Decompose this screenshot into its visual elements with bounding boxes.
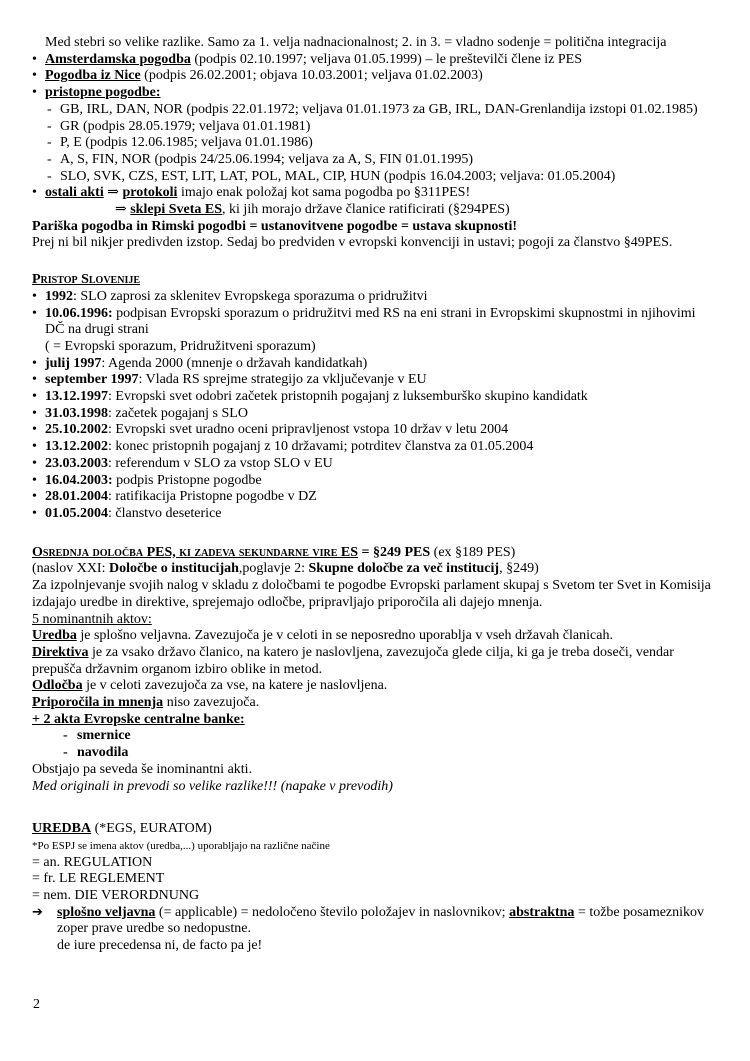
text-run: niso zavezujoča. <box>163 695 260 711</box>
text-run: P, E (podpis 12.06.1985; veljava 01.01.1986) <box>60 135 313 151</box>
bullet-item <box>32 289 716 306</box>
text-run: : začetek pogajanj s SLO <box>108 405 248 421</box>
bullet-item <box>32 372 716 389</box>
bullet-item <box>32 439 716 456</box>
dash-item <box>47 169 716 186</box>
text-run: podpisan Evropski sporazum o pridružitvi med RS na eni strani in Evropskimi skupnostmi in njihovimi DČ na drugi strani <box>45 305 696 338</box>
bullet-marker: • <box>32 355 37 371</box>
paragraph <box>32 762 716 779</box>
text-run: Med stebri so velike razlike. Samo za 1. velja nadnacionalnost; 2. in 3. = vladno sodenje = politična integracija <box>45 35 667 50</box>
paragraph <box>32 838 716 855</box>
text-run: smernice <box>77 728 131 744</box>
text-run: *Po ESPJ se imena aktov (uredba,...) uporabljajo na različne načine <box>32 839 330 852</box>
bullet-marker: • <box>32 489 37 505</box>
text-run: 25.10.2002 <box>45 422 108 438</box>
paragraph <box>32 219 716 236</box>
paragraph <box>32 855 716 872</box>
text-run: A, S, FIN, NOR (podpis 24/25.06.1994; veljava za A, S, FIN 01.01.1995) <box>60 151 473 167</box>
bullet-marker: • <box>32 288 37 304</box>
paragraph <box>32 235 716 252</box>
bullet-marker: • <box>32 85 37 101</box>
text-run: Odločba <box>32 678 83 694</box>
dash-marker: - <box>47 118 52 134</box>
bullet-marker: • <box>32 472 37 488</box>
text-run: Pariška pogodba in Rimski pogodbi = ustanovitvene pogodbe = ustava skupnosti! <box>32 218 518 234</box>
dash-marker: - <box>47 135 52 151</box>
text-run: pristopne pogodbe: <box>45 85 161 101</box>
spacer <box>32 252 716 272</box>
text-run: : Evropski svet odobri začetek pristopnih pogajanj z luksemburško skupino kandidatk <box>108 389 588 405</box>
bullet-item <box>32 68 716 85</box>
bullet-item <box>32 185 716 202</box>
spacer <box>32 795 716 821</box>
bullet-item <box>32 406 716 423</box>
bullet-marker: • <box>32 455 37 471</box>
text-run: Osrednja določba PES, ki zadeva sekundarne vire ES <box>32 544 358 560</box>
text-run: : Evropski svet uradno oceni pripravljenost vstopa 10 držav v letu 2004 <box>108 422 509 438</box>
text-run: , §249) <box>499 561 539 577</box>
bullet-item <box>32 306 716 339</box>
dash-item <box>63 728 716 745</box>
text-run: 1992 <box>45 288 73 304</box>
text-run: ⇒ <box>115 202 131 218</box>
bullet-item <box>32 506 716 523</box>
text-run: Med originali in prevodi so velike razlike!!! (napake v prevodih) <box>32 778 393 794</box>
text-run: : konec pristopnih pogajanj z 10 državami; potrditev članstva za 01.05.2004 <box>108 439 534 455</box>
text-run: 13.12.1997 <box>45 389 108 405</box>
dash-item <box>63 745 716 762</box>
text-run: ( = Evropski sporazum, Pridružitveni sporazum) <box>45 338 316 354</box>
text-run: (podpis 02.10.1997; veljava 01.05.1999) – le preštevilči člene iz PES <box>190 51 583 67</box>
text-run: podpis Pristopne pogodbe <box>112 472 262 488</box>
spacer <box>32 523 716 545</box>
bullet-item <box>32 85 716 102</box>
section-heading <box>32 272 716 289</box>
text-run: (= applicable) = nedoločeno število položajev in naslovnikov; <box>155 904 510 920</box>
text-run: Pogodba iz Nice <box>45 68 141 84</box>
text-run: 23.03.2003 <box>45 455 108 471</box>
dash-marker: - <box>47 101 52 117</box>
text-run: sklepi Sveta ES <box>130 202 223 218</box>
text-run: je splošno veljavna. Zavezujoča je v celoti in se neposredno uporablja v vseh državah članicah. <box>76 628 613 644</box>
text-run: Za izpolnjevanje svojih nalog v skladu z določbami te pogodbe Evropski parlament skupaj s Svetom ter Svet in Komisija izdajajo uredbe in direktive, sprejemajo odločbe, pripravljajo priporočila ali dajejo mnenja. <box>32 578 711 610</box>
text-run: GB, IRL, DAN, NOR (podpis 22.01.1972; veljava 01.01.1973 za GB, IRL, DAN-Grenlandija izstopi 01.02.1985) <box>60 101 698 117</box>
dash-marker: - <box>47 151 52 167</box>
bullet-marker: • <box>32 439 37 455</box>
text-run: 31.03.1998 <box>45 405 108 421</box>
bullet-item <box>32 456 716 473</box>
text-run: : Agenda 2000 (mnenje o državah kandidatkah) <box>101 355 368 371</box>
text-run: + 2 akta Evropske centralne banke: <box>32 711 245 727</box>
paragraph <box>32 888 716 905</box>
text-run: = an. REGULATION <box>32 854 153 870</box>
text-run: : Vlada RS sprejme strategijo za vključevanje v EU <box>138 372 427 388</box>
bullet-marker: • <box>32 305 37 321</box>
section-heading <box>32 545 716 562</box>
bullet-marker: • <box>32 68 37 84</box>
paragraph <box>45 339 716 356</box>
dash-marker: - <box>63 745 68 761</box>
paragraph <box>32 678 716 695</box>
text-run: abstraktna <box>509 904 575 920</box>
bullet-item <box>32 489 716 506</box>
text-run: 13.12.2002 <box>45 439 108 455</box>
text-run: Uredba <box>32 628 77 644</box>
text-run: = nem. DIE VERORDNUNG <box>32 888 200 904</box>
text-run: ⇒ <box>103 185 123 201</box>
dash-marker: - <box>47 168 52 184</box>
text-run: Prej ni bil nikjer predivden izstop. Sedaj bo predviden v evropski konvenciji in ustavi; pogoji za članstvo §49PES. <box>32 235 673 251</box>
text-run: = §249 PES <box>358 544 431 560</box>
text-run: GR (podpis 28.05.1979; veljava 01.01.1981) <box>60 118 311 134</box>
bullet-marker: • <box>32 185 37 201</box>
paragraph <box>32 612 716 629</box>
text-run: SLO, SVK, CZS, EST, LIT, LAT, POL, MAL, CIP, HUN (podpis 16.04.2003; veljava: 01.05.2004) <box>60 168 616 184</box>
text-run: Direktiva <box>32 644 89 660</box>
text-run: ostali akti <box>45 185 104 201</box>
dash-item <box>47 152 716 169</box>
text-run: : SLO zaprosi za sklenitev Evropskega sporazuma o pridružitvi <box>73 288 428 304</box>
paragraph <box>32 712 716 729</box>
text-run: 01.05.2004 <box>45 505 108 521</box>
bullet-marker: • <box>32 422 37 438</box>
text-run: Določbe o institucijah <box>109 561 239 577</box>
text-run: ,poglavje 2: <box>238 561 309 577</box>
dash-marker: - <box>63 728 68 744</box>
text-run: de iure precedensa ni, de facto pa je! <box>57 938 263 954</box>
bullet-marker: • <box>32 372 37 388</box>
text-run: 5 nominantnih aktov: <box>32 611 152 627</box>
text-run: (ex §189 PES) <box>430 544 516 560</box>
bullet-item <box>32 356 716 373</box>
dash-item <box>47 102 716 119</box>
paragraph <box>32 871 716 888</box>
arrow-item <box>32 905 716 938</box>
text-run: : ratifikacija Pristopne pogodbe v DZ <box>108 489 317 505</box>
text-run: UREDBA <box>32 821 92 837</box>
arrow-marker: ➔ <box>32 904 43 920</box>
text-run: (naslov XXI: <box>32 561 109 577</box>
continuation-line <box>115 202 716 219</box>
text-run: : referendum v SLO za vstop SLO v EU <box>108 455 333 471</box>
text-run: , ki jih morajo države članice ratificirati (§294PES) <box>222 202 510 218</box>
text-run: : članstvo deseterice <box>108 505 222 521</box>
page-number: 2 <box>33 997 40 1012</box>
section-heading <box>32 821 716 838</box>
text-run: 28.01.2004 <box>45 489 108 505</box>
bullet-marker: • <box>32 505 37 521</box>
paragraph <box>32 779 716 796</box>
text-run: september 1997 <box>45 372 139 388</box>
bullet-item <box>32 389 716 406</box>
bullet-item <box>32 52 716 69</box>
text-run: Skupne določbe za več institucij <box>308 561 500 577</box>
text-run: Pristop Slovenije <box>32 272 141 288</box>
paragraph <box>32 578 716 611</box>
text-run: protokoli <box>122 185 178 201</box>
document-content <box>32 35 716 955</box>
text-run: julij 1997 <box>45 355 102 371</box>
text-run: Amsterdamska pogodba <box>45 51 191 67</box>
paragraph <box>32 561 716 578</box>
bullet-item <box>32 422 716 439</box>
bullet-marker: • <box>32 389 37 405</box>
text-run: 16.04.2003: <box>45 472 113 488</box>
bullet-marker: • <box>32 405 37 421</box>
text-run: splošno veljavna <box>57 904 156 920</box>
text-run: Priporočila in mnenja <box>32 695 164 711</box>
paragraph <box>32 695 716 712</box>
bullet-item <box>32 473 716 490</box>
text-run: (podpis 26.02.2001; objava 10.03.2001; veljava 01.02.2003) <box>140 68 483 84</box>
paragraph <box>32 645 716 678</box>
dash-item <box>47 119 716 136</box>
text-run: (*EGS, EURATOM) <box>91 821 212 837</box>
text-run: Obstjajo pa seveda še inominantni akti. <box>32 761 253 777</box>
text-run: je v celoti zavezujoča za vse, na katere je naslovljena. <box>82 678 388 694</box>
text-run: = fr. LE REGLEMENT <box>32 871 165 887</box>
text-run: 10.06.1996: <box>45 305 113 321</box>
paragraph <box>45 35 716 52</box>
text-run: = tožbe posameznikov zoper prave uredbe so nedopustne. <box>57 904 705 937</box>
text-run: je za vsako državo članico, na katero je naslovljena, zavezujoča glede cilja, ki ga je treba doseči, vendar prepušča državnim organom izbiro oblike in metod. <box>32 644 674 677</box>
dash-item <box>47 135 716 152</box>
text-run: navodila <box>77 745 129 761</box>
continuation-line <box>57 938 716 955</box>
bullet-marker: • <box>32 51 37 67</box>
paragraph <box>32 628 716 645</box>
text-run: imajo enak položaj kot sama pogodba po §311PES! <box>177 185 471 201</box>
